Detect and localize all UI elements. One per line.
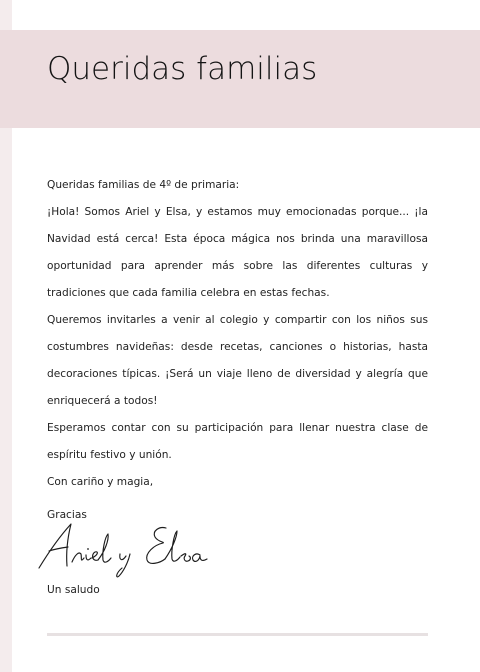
letter-body: [47, 172, 428, 496]
letter-paragraph-signoff: Con cariño y magia,: [47, 476, 154, 488]
thanks-text: Gracias: [47, 509, 87, 521]
closing-text: Un saludo: [47, 584, 100, 596]
letter-paragraph-participation: Esperamos contar con su participación para llenar nuestra clase de espíritu festivo y unión.: [47, 422, 428, 461]
page-title: Queridas familias: [47, 51, 318, 87]
bottom-divider: [47, 633, 428, 636]
letter-paragraph-invitation: Queremos invitarles a venir al colegio y compartir con los niños sus costumbres navideñas: desde recetas, canciones o historias, hasta decoraciones típicas. ¡Será un viaje lleno de diversidad y alegría que enriquecerá a todos!: [47, 314, 428, 407]
letter-paragraph-intro: ¡Hola! Somos Ariel y Elsa, y estamos muy emocionadas porque... ¡la Navidad está cerca! Esta época mágica nos brinda una maravillosa oportunidad para aprender más sobre las diferentes culturas y tradiciones que cada familia celebra en estas fechas.: [47, 206, 428, 299]
letter-greeting: Queridas familias de 4º de primaria:: [47, 179, 240, 191]
signature-svg: [36, 520, 216, 578]
handwritten-signature: [36, 520, 216, 582]
